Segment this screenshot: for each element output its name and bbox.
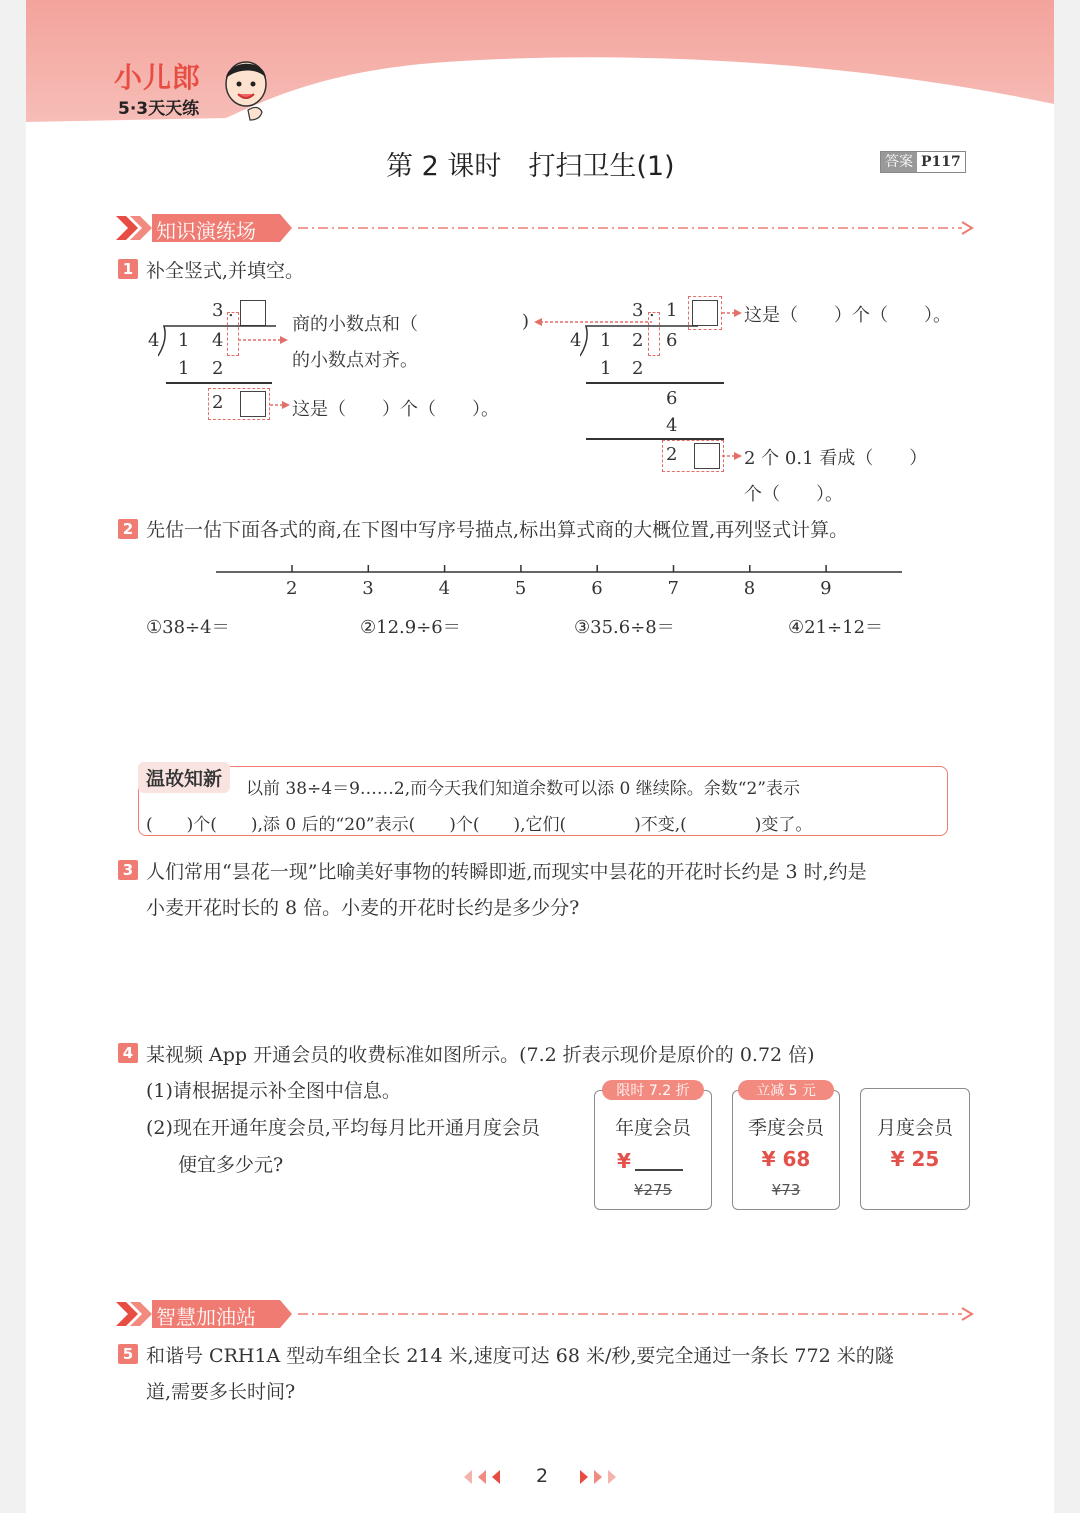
tick-label-9: 9 [820,578,832,599]
q3-number: 3 [118,860,138,880]
brand-series: 5·3天天练 [118,99,200,119]
q1l-arrow [238,334,290,346]
q1r-quotient-1: 3 [632,300,644,321]
card-annual-tag: 限时 7.2 折 [602,1080,704,1100]
q1l-answer-box-2[interactable] [240,391,266,417]
q1r-answer-box-1[interactable] [692,300,718,326]
q2-expr-2: ②12.9÷6＝ [360,617,461,638]
q1r-r1: 6 [666,388,678,409]
q1l-answer-box-1[interactable] [240,300,266,326]
q1r-dividend-1: 1 [600,330,612,351]
q1l-product-2: 2 [212,358,224,379]
q5-line-1: 和谐号 CRH1A 型动车组全长 214 米,速度可达 68 米/秒,要完全通过一条长 772 米的隧 [146,1345,894,1367]
q1l-divisor: 4 [148,330,160,351]
section-practice-label: 知识演练场 [156,219,256,243]
q1r-dot: . [649,300,655,321]
answer-label: 答案 [881,152,917,172]
tick-label-3: 3 [362,578,374,599]
q1r-dividend-2: 2 [632,330,644,351]
price-card-annual [594,1090,712,1210]
tick-label-4: 4 [438,578,451,599]
card-quarter-tag: 立减 5 元 [738,1080,834,1100]
q1r-note-1: 这是（ ）个（ ）。 [744,305,951,326]
q1r-divisor: 4 [570,330,582,351]
brand-logo: 小儿郎 [114,61,202,94]
card-quarter-title: 季度会员 [747,1117,824,1139]
card-annual-blank[interactable] [635,1169,683,1171]
q4-sub-1: (1)请根据提示补全图中信息。 [146,1080,401,1102]
review-line-2: ( )个( ),添 0 后的“20”表示( )个( ),它们( )不变,( )变了。 [146,815,813,835]
section-challenge-label: 智慧加油站 [156,1305,256,1329]
q1l-dividend-1: 1 [178,330,190,351]
page-number: 2 [536,1465,549,1487]
q4-sub-2: (2)现在开通年度会员,平均每月比开通月度会员 [146,1117,540,1139]
q4-text: 某视频 App 开通会员的收费标准如图所示。(7.2 折表示现价是原价的 0.72 倍) [146,1044,815,1066]
card-annual-orig: ¥275 [633,1181,673,1199]
q1l-product-1: 1 [178,358,190,379]
q4-sub-2b: 便宜多少元? [178,1154,284,1176]
tick-label-2: 2 [286,578,298,599]
q1l-rule [166,382,272,384]
card-quarter-price: ¥ 68 [761,1147,811,1171]
card-annual-price: ¥ [617,1149,631,1173]
q1l-note-2: 的小数点对齐。 [292,350,418,371]
answer-ref [880,151,966,173]
q4-number: 4 [118,1043,138,1063]
q2-number: 2 [118,519,138,539]
q1l-note-3: 这是（ ）个（ ）。 [292,399,499,420]
card-monthly-price: ¥ 25 [890,1147,940,1171]
mascot-icon [218,54,274,124]
q1r-r3: 2 [666,444,678,465]
next-arrows-icon [578,1470,626,1484]
review-line-1: 以前 38÷4＝9……2,而今天我们知道余数可以添 0 继续除。余数“2”表示 [246,779,800,799]
q3-line-2: 小麦开花时长的 8 倍。小麦的开花时长约是多少分? [146,897,580,919]
number-line [216,560,906,580]
q1l-dot: . [228,300,234,321]
q1r-arrow-2 [722,450,744,462]
tick-label-7: 7 [667,578,679,599]
q1r-note-2: 2 个 0.1 看成（ ） [744,448,928,469]
q2-text: 先估一估下面各式的商,在下图中写序号描点,标出算式商的大概位置,再列竖式计算。 [146,519,849,541]
card-quarter-orig: ¥73 [771,1181,801,1199]
q1l-note-1: 商的小数点和（ [292,314,418,335]
workbook-page [26,0,1054,1513]
card-monthly-title: 月度会员 [876,1117,953,1139]
q1r-note-3: 个（ ）。 [744,484,843,505]
q1l-dividend-2: 4 [212,330,224,351]
q1-number: 1 [118,259,138,279]
q1r-quotient-2: 1 [666,300,678,321]
card-annual-title: 年度会员 [614,1117,691,1139]
q2-expr-4: ④21÷12＝ [788,617,884,638]
review-tag: 温故知新 [138,762,230,793]
q1r-dividend-3: 6 [666,330,678,351]
q1r-note-left: ) [522,311,530,332]
q1r-arrow-1 [722,307,744,319]
page-title: 第 2 课时 打扫卫生(1) [386,151,675,182]
q1l-arrow-2 [270,399,292,411]
q1r-answer-box-2[interactable] [694,443,720,469]
q1r-product-1: 1 [600,358,612,379]
tick-label-8: 8 [743,578,756,599]
q5-number: 5 [118,1344,138,1364]
q3-line-1: 人们常用“昙花一现”比喻美好事物的转瞬即逝,而现实中昙花的开花时长约是 3 时,约是 [146,861,867,883]
q1l-quotient: 3 [212,300,224,321]
q1r-r2: 4 [666,415,678,436]
q1l-remainder: 2 [212,392,224,413]
q1-text: 补全竖式,并填空。 [146,260,305,282]
price-card-monthly [860,1088,970,1210]
q1r-product-2: 2 [632,358,644,379]
tick-label-5: 5 [514,578,527,599]
q1r-rule-1 [586,382,724,384]
answer-page: P117 [921,154,961,170]
price-card-quarter [732,1090,840,1210]
prev-arrows-icon [462,1470,510,1484]
q2-expr-1: ①38÷4＝ [146,617,230,638]
q2-expr-3: ③35.6÷8＝ [574,617,675,638]
tick-label-6: 6 [591,578,603,599]
q5-line-2: 道,需要多长时间? [146,1381,296,1403]
